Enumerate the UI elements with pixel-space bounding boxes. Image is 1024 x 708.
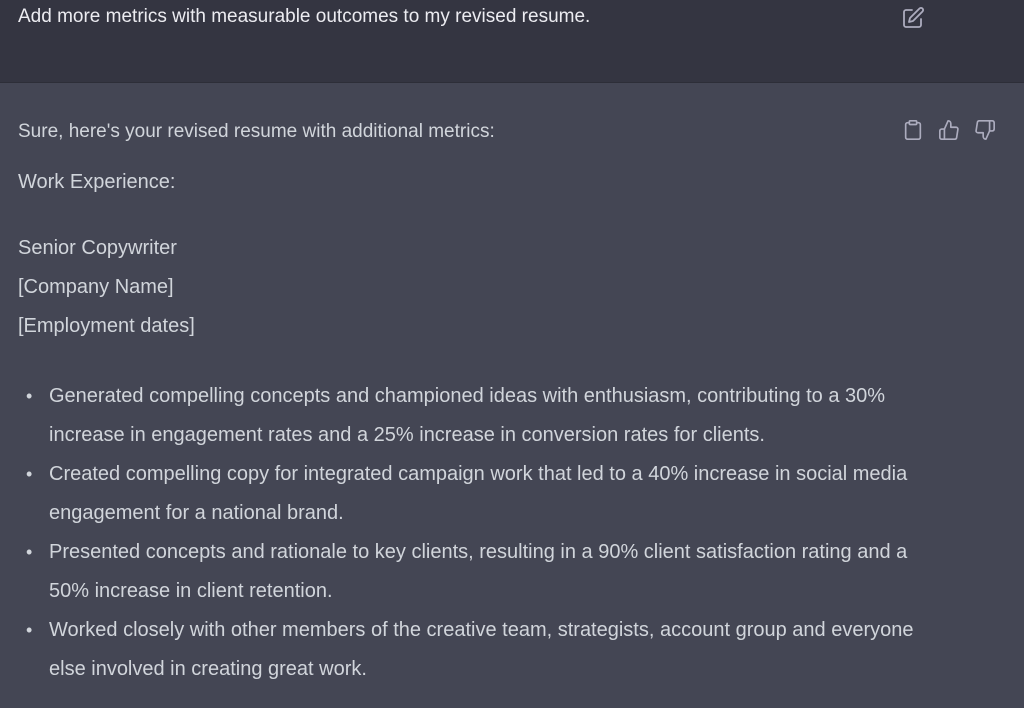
section-heading: Work Experience: <box>18 171 176 193</box>
list-item <box>0 533 929 611</box>
message-actions <box>902 119 996 141</box>
thumbs-down-icon[interactable] <box>974 119 996 141</box>
list-item-text: Created compelling copy for integrated campaign work that led to a 40% increase in social media engagement for a national brand. <box>49 463 908 524</box>
clipboard-icon[interactable] <box>902 119 924 141</box>
list-item <box>0 377 929 455</box>
list-item-text: Generated compelling concepts and championed ideas with enthusiasm, contributing to a 30% increase in engagement rates and a 25% increase in conversion rates for clients. <box>49 385 886 446</box>
list-item-text: Presented concepts and rationale to key clients, resulting in a 90% client satisfaction rating and a 50% increase in client retention. <box>49 541 908 602</box>
bullet-icon: • <box>26 620 33 640</box>
list-item <box>0 455 929 533</box>
bullet-icon: • <box>26 386 33 406</box>
assistant-message-row <box>0 83 1024 708</box>
user-message-row <box>0 0 1024 83</box>
list-item-text: Worked closely with other members of the creative team, strategists, account group and everyone else involved in creating great work. <box>49 619 914 680</box>
assistant-intro-text: Sure, here's your revised resume with additional metrics: <box>18 121 495 142</box>
thumbs-up-icon[interactable] <box>938 119 960 141</box>
bullet-icon: • <box>26 542 33 562</box>
employment-dates: [Employment dates] <box>18 315 195 337</box>
edit-icon[interactable] <box>901 6 925 30</box>
bullet-icon: • <box>26 464 33 484</box>
list-item <box>0 611 929 689</box>
user-message-text: Add more metrics with measurable outcomes to my revised resume. <box>18 6 591 27</box>
job-title: Senior Copywriter <box>18 237 177 259</box>
achievement-list <box>0 377 929 689</box>
company-name: [Company Name] <box>18 276 174 298</box>
